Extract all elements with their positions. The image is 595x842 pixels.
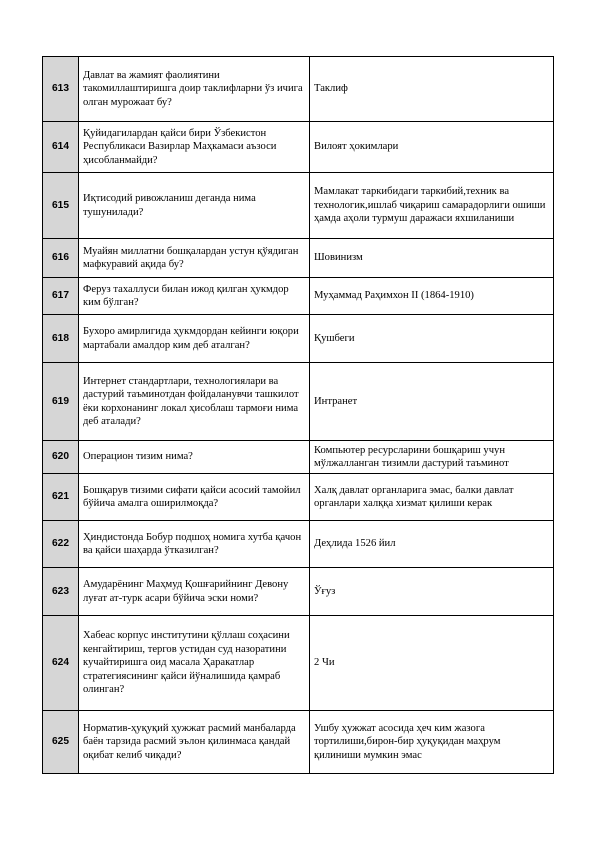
question-cell: Бошқарув тизими сифати қайси асосий тамойил бўйича амалга оширилмоқда? [79, 474, 310, 521]
table-row [43, 122, 554, 173]
question-table [42, 56, 554, 774]
row-number: 617 [43, 278, 79, 315]
answer-cell: Деҳлида 1526 йил [310, 521, 554, 568]
row-number: 615 [43, 173, 79, 239]
table-row [43, 711, 554, 774]
question-cell: Иқтисодий ривожланиш деганда нима тушунилади? [79, 173, 310, 239]
question-cell: Қуйидагилардан қайси бири Ўзбекистон Республикаси Вазирлар Маҳкамаси аъзоси ҳисобланмайди? [79, 122, 310, 173]
table-row [43, 363, 554, 441]
answer-cell: Интранет [310, 363, 554, 441]
table-row [43, 441, 554, 474]
row-number: 624 [43, 616, 79, 711]
question-cell: Интернет стандартлари, технологиялари ва дастурий таъминотдан фойдаланувчи ташкилот ёки корхонанинг локал ҳисоблаш тармоғи нима деб аталади? [79, 363, 310, 441]
row-number: 622 [43, 521, 79, 568]
row-number: 613 [43, 57, 79, 122]
table-row [43, 521, 554, 568]
table-row [43, 278, 554, 315]
row-number: 623 [43, 568, 79, 616]
question-table-body [43, 57, 554, 774]
table-row [43, 568, 554, 616]
question-cell: Ҳиндистонда Бобур подшоҳ номига хутба қачон ва қайси шаҳарда ўтказилган? [79, 521, 310, 568]
table-row [43, 315, 554, 363]
answer-cell: Компьютер ресурсларини бошқариш учун мўлжалланган тизимли дастурий таъминот [310, 441, 554, 474]
answer-cell: 2 Чи [310, 616, 554, 711]
question-cell: Феруз тахаллуси билан ижод қилган ҳукмдор ким бўлган? [79, 278, 310, 315]
row-number: 619 [43, 363, 79, 441]
row-number: 625 [43, 711, 79, 774]
table-row [43, 239, 554, 278]
question-cell: Муайян миллатни бошқалардан устун қўядиган мафкуравий ақида бу? [79, 239, 310, 278]
question-cell: Хабеас корпус институтини қўллаш соҳасини кенгайтириш, тергов устидан суд назоратини кучайтиришга оид масала Ҳаракатлар стратегиясининг қайси йўналишида қамраб олинган? [79, 616, 310, 711]
answer-cell: Муҳаммад Раҳимхон II (1864-1910) [310, 278, 554, 315]
row-number: 616 [43, 239, 79, 278]
row-number: 618 [43, 315, 79, 363]
row-number: 614 [43, 122, 79, 173]
answer-cell: Мамлакат таркибидаги таркибий,техник ва технологик,ишлаб чиқариш самарадорлиги ошиши ҳамда аҳоли турмуш даражаси яхшиланиши [310, 173, 554, 239]
row-number: 620 [43, 441, 79, 474]
answer-cell: Халқ давлат органларига эмас, балки давлат органлари халққа хизмат қилиши керак [310, 474, 554, 521]
table-row [43, 616, 554, 711]
answer-cell: Қушбеги [310, 315, 554, 363]
question-cell: Норматив-ҳуқуқий ҳужжат расмий манбаларда баён тарзида расмий эълон қилинмаса қандай оқибат келиб чиқади? [79, 711, 310, 774]
table-row [43, 474, 554, 521]
answer-cell: Таклиф [310, 57, 554, 122]
answer-cell: Вилоят ҳокимлари [310, 122, 554, 173]
answer-cell: Ўғуз [310, 568, 554, 616]
question-cell: Давлат ва жамият фаолиятини такомиллаштиришга доир таклифларни ўз ичига олган мурожаат бу? [79, 57, 310, 122]
table-row [43, 173, 554, 239]
question-cell: Бухоро амирлигида ҳукмдордан кейинги юқори мартабали амалдор ким деб аталган? [79, 315, 310, 363]
answer-cell: Шовинизм [310, 239, 554, 278]
table-row [43, 57, 554, 122]
question-cell: Амударёнинг Маҳмуд Қошғарийнинг Девону луғат ат-турк асари бўйича эски номи? [79, 568, 310, 616]
question-cell: Операцион тизим нима? [79, 441, 310, 474]
question-table-page [42, 56, 553, 774]
answer-cell: Ушбу ҳужжат асосида ҳеч ким жазога тортилиши,бирон-бир ҳуқуқидан маҳрум қилиниши мумкин эмас [310, 711, 554, 774]
row-number: 621 [43, 474, 79, 521]
